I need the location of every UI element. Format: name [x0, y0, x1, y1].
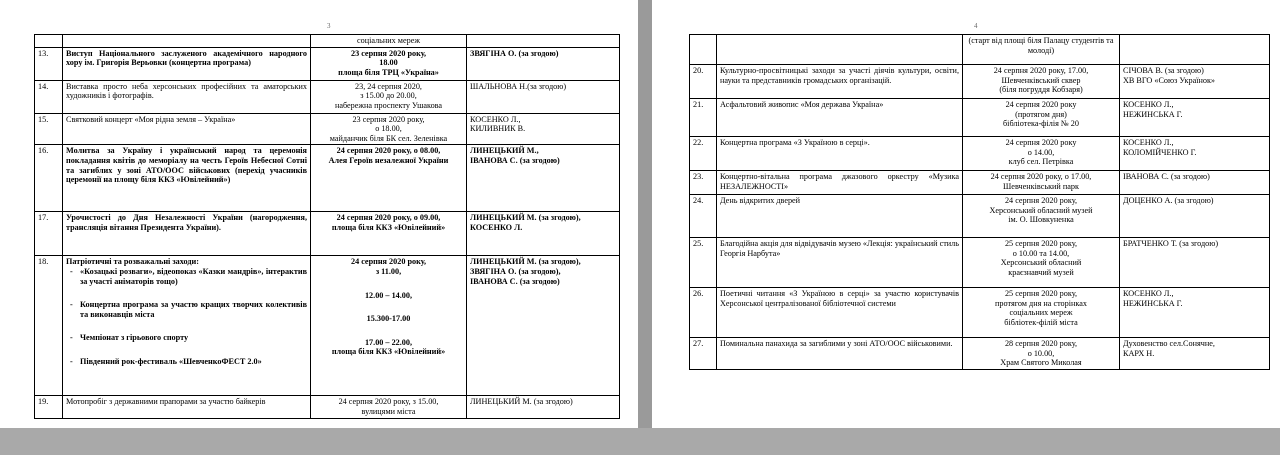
date-line: площа біля ККЗ «Ювілейний»	[331, 347, 446, 357]
responsible-line: ЛИНЕЦЬКИЙ М. (за згодою),	[470, 213, 581, 223]
date-line: з 11.00,	[375, 266, 402, 276]
cell-number: 26.	[690, 288, 717, 338]
cell-responsible	[467, 113, 620, 145]
responsible-line: ІВАНОВА С. (за згодою)	[1123, 172, 1210, 181]
cell-number: 23.	[690, 171, 717, 195]
spacer	[314, 324, 463, 338]
date-line: 24 серпня 2020 року,	[350, 257, 427, 267]
cell-event: Асфальтовий живопис «Моя держава Україна»	[717, 99, 963, 137]
cell-responsible	[1120, 65, 1270, 99]
cell-number: 19.	[35, 396, 63, 418]
table-row	[690, 195, 1270, 238]
cell-number: 17.	[35, 212, 63, 256]
date-line: набережна проспекту Ушакова	[334, 100, 443, 110]
responsible-line: СІЧОВА В. (за згодою)	[1123, 66, 1204, 75]
date-line: о 18.00,	[375, 124, 402, 134]
responsible-line: КОЛОМІЙЧЕНКО Г.	[1123, 147, 1197, 157]
spacer	[314, 300, 463, 314]
date-line: площа біля ККЗ «Ювілейний»	[331, 222, 446, 232]
cell-responsible	[1120, 35, 1270, 65]
date-line: (біля погруддя Кобзаря)	[999, 85, 1083, 95]
date-line: 17.00 – 22.00,	[364, 337, 413, 347]
cell-date-place	[311, 256, 467, 396]
cell-responsible	[1120, 288, 1270, 338]
cell-date-place	[963, 195, 1120, 238]
cell-date-place	[311, 396, 467, 418]
cell-event: День відкритих дверей	[717, 195, 963, 238]
cell-date-place: (старт від площі біля Палацу студентів та молоді)	[963, 35, 1120, 65]
responsible-line: ШАЛЬНОВА Н.(за згодою)	[470, 81, 567, 91]
cell-responsible	[467, 47, 620, 80]
cell-event	[63, 35, 311, 48]
date-line: Шевченківський парк	[1003, 181, 1079, 191]
cell-number: 27.	[690, 338, 717, 370]
date-line: 28 серпня 2020 року,	[1004, 339, 1078, 348]
event-subitem: - Чемпіонат з гірьового спорту	[66, 333, 307, 343]
cell-number: 15.	[35, 113, 63, 145]
cell-event: Мотопробіг з державними прапорами за участю байкерів	[63, 396, 311, 418]
date-line: 25 серпня 2020 року,	[1004, 239, 1078, 248]
cell-date-place	[311, 145, 467, 212]
cell-event: Виступ Національного заслуженого академічного народного хору ім. Григорія Верьовки (концертна програма)	[63, 47, 311, 80]
date-line: ім. О. Шовкуненка	[1008, 215, 1074, 225]
responsible-line: КОСЕНКО Л.,	[1123, 100, 1174, 109]
table-row	[35, 396, 620, 418]
date-line: клуб сел. Петрівка	[1008, 157, 1074, 167]
cell-date-place	[311, 113, 467, 145]
cell-event: Поетичні читання «З Україною в серці» за участю користувачів Херсонської централізованої бібліотечної системи	[717, 288, 963, 338]
cell-event: Молитва за Україну і український народ та церемонія покладання квітів до меморіалу на честь Героїв Небесної Сотні та загиблих у зоні АТО/ООС військових (перехід учасників церемонії на площу біля ККЗ «Ювілейний»)	[63, 145, 311, 212]
cell-number: 14.	[35, 80, 63, 113]
cell-number: 18.	[35, 256, 63, 396]
table-row	[35, 212, 620, 256]
cell-date-place	[311, 212, 467, 256]
page-divider	[638, 0, 652, 455]
responsible-line: ЛИНЕЦЬКИЙ М.,	[470, 146, 539, 156]
cell-number: 22.	[690, 137, 717, 171]
responsible-line: ЛИНЕЦЬКИЙ М. (за згодою)	[470, 397, 573, 407]
responsible-line: ЗВЯГІНА О. (за згодою)	[470, 48, 559, 58]
cell-number: 20.	[690, 65, 717, 99]
responsible-line: КОСЕНКО Л.,	[1123, 289, 1174, 298]
responsible-line: КОСЕНКО Л.,	[1123, 138, 1174, 147]
table-row	[690, 288, 1270, 338]
table-row	[35, 113, 620, 145]
spacer	[66, 319, 307, 333]
table-row	[690, 65, 1270, 99]
cell-date-place	[963, 171, 1120, 195]
table-row	[690, 338, 1270, 370]
responsible-line: ІВАНОВА С. (за згодою)	[470, 276, 560, 286]
date-line: бібліотека-філія № 20	[1003, 119, 1079, 129]
cell-responsible	[467, 256, 620, 396]
responsible-line: ЛИНЕЦЬКИЙ М. (за згодою),	[470, 257, 581, 267]
event-subitem: - «Козацькі розваги», відеопоказ «Казки мандрів», інтерактив за участі аніматорів тощо)	[66, 267, 307, 286]
event-title: Патріотичні та розважальні заходи:	[66, 257, 199, 267]
cell-event: Концертна програма «З Україною в серці».	[717, 137, 963, 171]
cell-date-place	[963, 65, 1120, 99]
date-line: 18.00	[379, 58, 398, 68]
date-line: Херсонський обласний музей	[989, 205, 1093, 215]
date-line: 23 серпня 2020 року,	[350, 48, 427, 58]
spacer	[66, 343, 307, 357]
date-line: о 14.00,	[1027, 147, 1055, 157]
table-row	[690, 99, 1270, 137]
event-subitem: - Концертна програма за участю кращих творчих колективів та виконавців міста	[66, 300, 307, 319]
page-number: 4	[974, 22, 978, 30]
date-line: 23 серпня 2020 року,	[352, 114, 425, 124]
date-line: 24 серпня 2020 року, 17.00,	[993, 66, 1089, 75]
responsible-line: ЗВЯГІНА О. (за згодою),	[470, 266, 561, 276]
date-line: 24 серпня 2020 року, о 17.00,	[990, 172, 1092, 181]
date-line: площа біля ТРЦ «Україна»	[338, 67, 439, 77]
cell-date-place	[963, 137, 1120, 171]
responsible-line: НЕЖИНСЬКА Г.	[1123, 298, 1183, 308]
cell-responsible	[1120, 137, 1270, 171]
date-line: 24 серпня 2020 року,	[1004, 196, 1078, 205]
cell-number: 13.	[35, 47, 63, 80]
date-line: 24 серпня 2020 року	[1005, 100, 1077, 109]
cell-number: 21.	[690, 99, 717, 137]
table-row-continued	[35, 35, 620, 48]
cell-event: Святковий концерт «Моя рідна земля – Україна»	[63, 113, 311, 145]
cell-event: Поминальна панахида за загиблими у зоні АТО/ООС військовими.	[717, 338, 963, 370]
cell-event: Виставка просто неба херсонських професійних та аматорських художників і фотографів.	[63, 80, 311, 113]
date-line: соціальних мереж	[1009, 308, 1073, 318]
date-line: 12.00 – 14.00,	[364, 290, 413, 300]
date-line: з 15.00 до 20.00,	[360, 91, 417, 101]
date-line: о 10.00 та 14.00,	[1012, 248, 1070, 258]
date-line: Херсонський обласний	[1000, 258, 1082, 268]
cell-event: Благодійна акція для відвідувачів музею «Лекція: український стиль Георгія Нарбута»	[717, 238, 963, 288]
cell-responsible	[467, 396, 620, 418]
cell-number: 24.	[690, 195, 717, 238]
cell-date-place	[311, 80, 467, 113]
cell-responsible	[467, 35, 620, 48]
responsible-line: БРАТЧЕНКО Т. (за згодою)	[1123, 239, 1219, 248]
table-row	[35, 145, 620, 212]
viewer-background	[0, 428, 1280, 455]
date-line: 24 серпня 2020 року, з 15.00,	[338, 397, 439, 407]
cell-responsible	[1120, 238, 1270, 288]
responsible-line: ДОЦЕНКО А. (за згодою)	[1123, 196, 1214, 205]
date-line: вулицями міста	[361, 406, 416, 416]
cell-responsible	[1120, 171, 1270, 195]
responsible-line: КОСЕНКО Л.	[470, 222, 523, 232]
date-line: (протягом дня)	[1015, 109, 1067, 119]
date-line: майданчик біля БК сел. Зеленівка	[329, 133, 448, 143]
cell-event	[717, 35, 963, 65]
date-line: Алея Героїв незалежної України	[328, 155, 449, 165]
table-row	[690, 238, 1270, 288]
table-row	[690, 137, 1270, 171]
date-line: Храм Святого Миколая	[1000, 358, 1082, 368]
cell-number	[35, 35, 63, 48]
date-line: 25 серпня 2020 року,	[1004, 289, 1078, 298]
event-subitem: - Південний рок-фестиваль «ШевченкоФЕСТ 2.0»	[66, 357, 307, 367]
table-row	[35, 80, 620, 113]
responsible-line: ХВ ВГО «Союз Українок»	[1123, 75, 1216, 85]
responsible-line: КОСЕНКО Л.,	[470, 114, 521, 124]
responsible-line: КАРХ Н.	[1123, 348, 1155, 358]
schedule-table-right	[689, 34, 1270, 370]
cell-number	[690, 35, 717, 65]
schedule-table-left	[34, 34, 620, 419]
cell-event: Концертно-вітальна програма джазового оркестру «Музика НЕЗАЛЕЖНОСТІ»	[717, 171, 963, 195]
date-line: 24 серпня 2020 року	[1005, 138, 1077, 147]
date-line: 23, 24 серпня 2020,	[355, 81, 422, 91]
responsible-line: Духовенство сел.Сонячне,	[1123, 339, 1215, 348]
cell-date-place	[963, 338, 1120, 370]
table-row	[690, 171, 1270, 195]
spacer	[66, 286, 307, 300]
cell-responsible	[1120, 338, 1270, 370]
cell-date-place: соціальних мереж	[311, 35, 467, 48]
date-line: краєзнавчий музей	[1008, 267, 1074, 277]
date-line: протягом дня на сторінках	[995, 298, 1087, 308]
date-line: бібліотек-філій міста	[1004, 317, 1078, 327]
cell-date-place	[963, 238, 1120, 288]
cell-event: Культурно-просвітницькі заходи за участі діячів культури, освіти, науки та представників громадських організацій.	[717, 65, 963, 99]
cell-responsible	[1120, 195, 1270, 238]
spacer	[314, 277, 463, 291]
date-line: 24 серпня 2020 року, о 08.00,	[336, 146, 441, 156]
table-row	[35, 47, 620, 80]
cell-responsible	[467, 145, 620, 212]
table-row	[35, 256, 620, 396]
date-line: о 10.00,	[1027, 348, 1055, 358]
responsible-line: ІВАНОВА С. (за згодою)	[470, 155, 560, 165]
cell-number: 16.	[35, 145, 63, 212]
date-line: 15.300-17.00	[366, 314, 411, 324]
cell-event	[63, 256, 311, 396]
cell-responsible	[467, 80, 620, 113]
date-line: 24 серпня 2020 року, о 09.00,	[336, 213, 441, 223]
date-line: Шевченківський сквер	[1001, 75, 1081, 85]
cell-responsible	[1120, 99, 1270, 137]
cell-date-place	[963, 99, 1120, 137]
cell-date-place	[963, 288, 1120, 338]
cell-responsible	[467, 212, 620, 256]
cell-event: Урочистості до Дня Незалежності України (нагородження, трансляція вітання Президента України).	[63, 212, 311, 256]
page-number: 3	[327, 22, 331, 30]
responsible-line: НЕЖИНСЬКА Г.	[1123, 109, 1183, 119]
responsible-line: КИЛИВНИК В.	[470, 124, 526, 134]
cell-number: 25.	[690, 238, 717, 288]
table-row-continued	[690, 35, 1270, 65]
cell-date-place	[311, 47, 467, 80]
